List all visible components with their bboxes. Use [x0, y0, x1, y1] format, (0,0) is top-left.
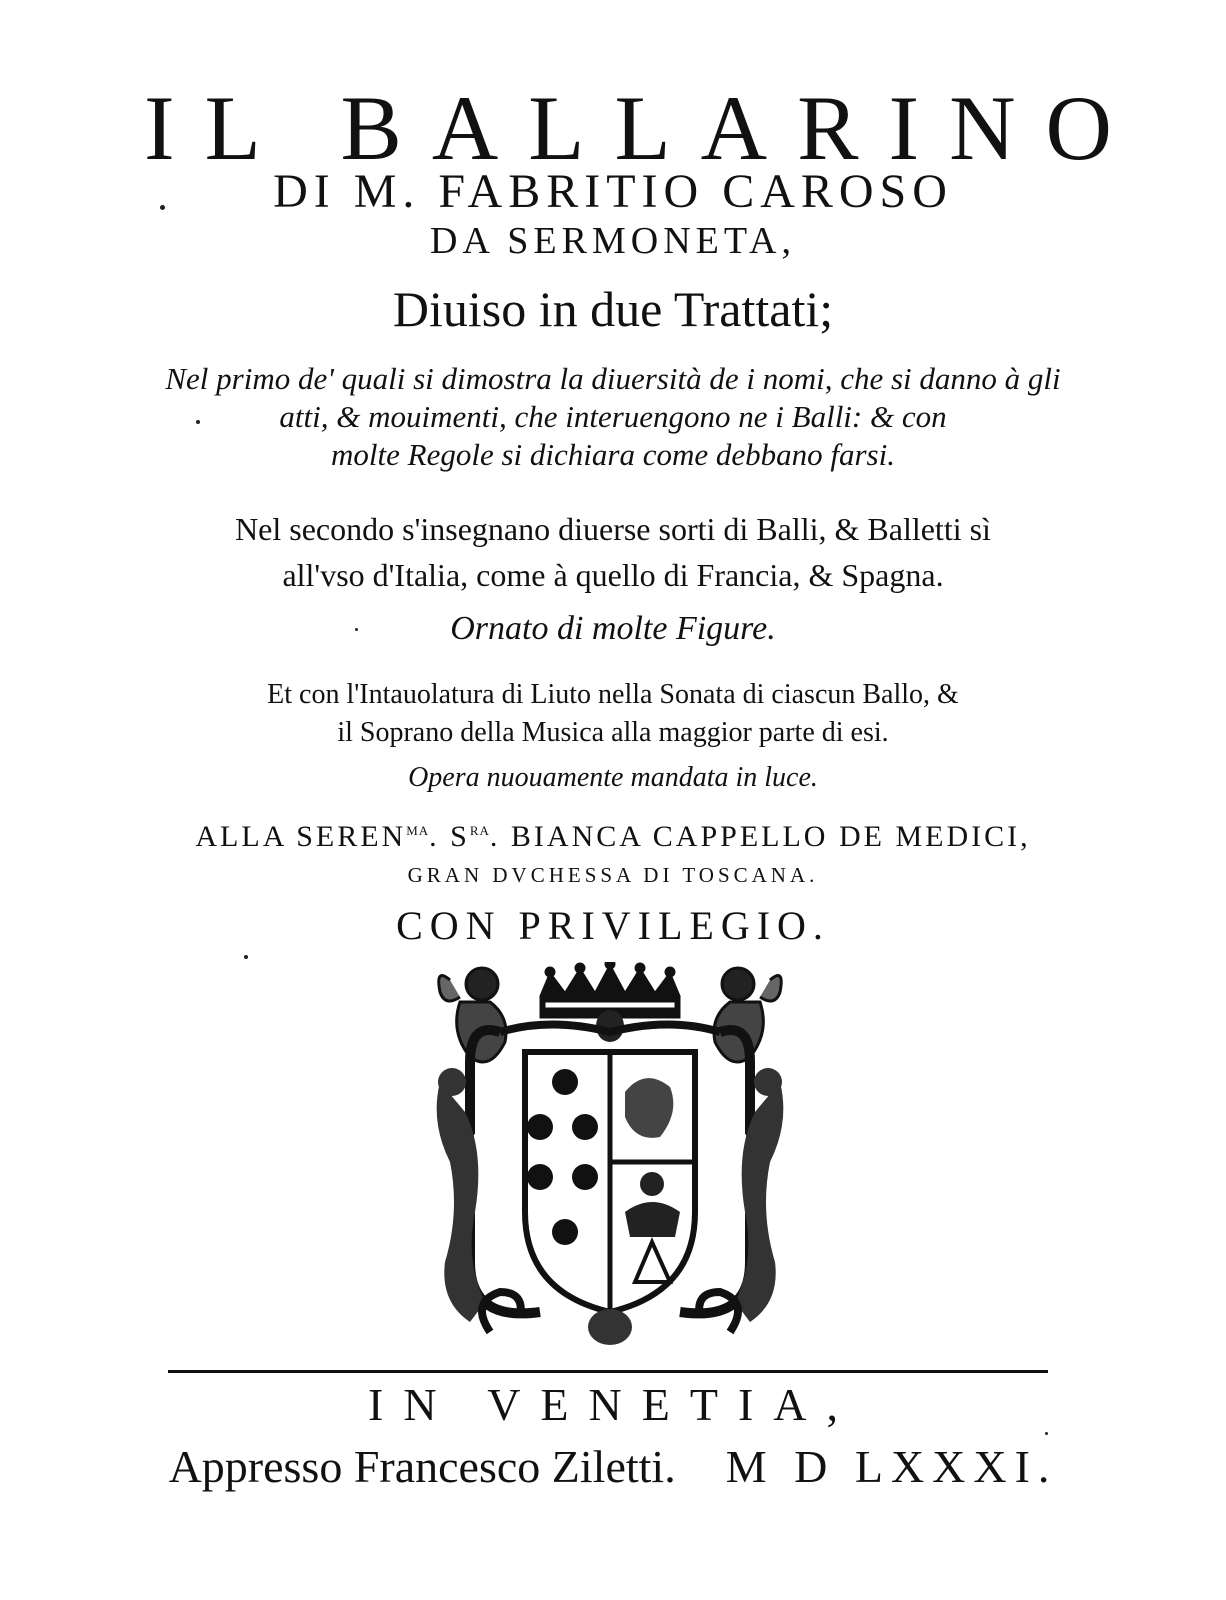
- horizontal-rule: [168, 1370, 1048, 1373]
- publication-year: M D LXXXI.: [725, 1441, 1058, 1492]
- second-treatise-line-1: Nel secondo s'insegnano diuerse sorti di Balli, & Balletti sì: [235, 511, 991, 547]
- coat-of-arms-emblem: [430, 962, 790, 1352]
- author-line: DI M. FABRITIO CAROSO: [273, 165, 953, 218]
- second-treatise-line-2: all'vso d'Italia, come à quello di Francia, & Spagna.: [282, 557, 944, 593]
- ink-speck: [1045, 1432, 1048, 1435]
- duchess-line: GRAN DVCHESSA DI TOSCANA.: [407, 863, 819, 887]
- origin-line: DA SERMONETA,: [430, 220, 796, 262]
- first-treatise-line-3: molte Regole si dichiara come debbano farsi.: [331, 437, 895, 472]
- ornato-line: Ornato di molte Figure.: [450, 610, 776, 647]
- dedication-superscript-ma: MA: [406, 823, 430, 838]
- book-title: IL BALLARINO: [144, 77, 1142, 179]
- printer-name: Appresso Francesco Ziletti.: [168, 1441, 676, 1492]
- lute-line-1: Et con l'Intauolatura di Liuto nella Sonata di ciascun Ballo, &: [267, 679, 959, 710]
- ink-speck: [244, 955, 248, 959]
- first-treatise-description: [0, 360, 1226, 474]
- dedication-superscript-ra: RA: [469, 823, 490, 838]
- dedication-rest: . BIANCA CAPPELLO DE MEDICI,: [489, 820, 1031, 853]
- bottom-mask-icon: [588, 1309, 632, 1345]
- crown-icon: [540, 962, 680, 1018]
- first-treatise-line-2: atti, & mouimenti, che interuengono ne i Balli: & con: [279, 399, 947, 434]
- dedication-mid: . S: [429, 820, 470, 853]
- city-line: IN VENETIA,: [368, 1379, 858, 1430]
- shield-icon: [525, 1052, 695, 1312]
- second-treatise-description: [0, 506, 1226, 598]
- opera-line: Opera nuouamente mandata in luce.: [408, 762, 818, 793]
- ink-speck: [196, 420, 200, 424]
- subtitle: Diuiso in due Trattati;: [392, 281, 834, 337]
- lute-tablature-description: [0, 676, 1226, 752]
- ink-speck: [355, 628, 358, 631]
- lute-line-2: il Soprano della Musica alla maggior parte di esi.: [337, 717, 889, 748]
- imprint-line: [0, 1441, 1226, 1492]
- ink-speck: [160, 205, 165, 210]
- privilege-line: CON PRIVILEGIO.: [396, 903, 830, 948]
- dedication-prefix: ALLA SEREN: [195, 820, 407, 853]
- first-treatise-line-1: Nel primo de' quali si dimostra la diuersità de i nomi, che si danno à gli: [165, 361, 1061, 396]
- dedication-line: [0, 822, 1226, 852]
